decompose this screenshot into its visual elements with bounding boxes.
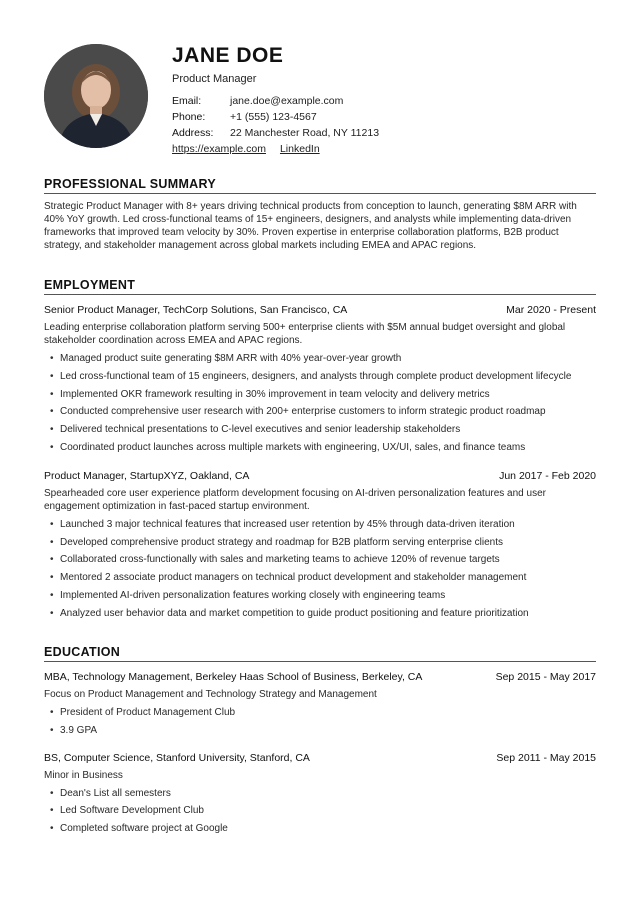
list-item: • Developed comprehensive product strategy and roadmap for B2B platform serving enterprise clients <box>44 534 596 552</box>
list-item: • Analyzed user behavior data and market competition to guide product positioning and feature prioritization <box>44 605 596 623</box>
list-item: • Launched 3 major technical features that increased user retention by 45% through data-driven iteration <box>44 516 596 534</box>
contact-info <box>172 93 592 141</box>
job-dates: Jun 2017 - Feb 2020 <box>499 469 596 482</box>
list-item: • Implemented AI-driven personalization features working closely with engineering teams <box>44 587 596 605</box>
list-item: • Led cross-functional team of 15 engineers, designers, and analysts through complete product development lifecycle <box>44 368 596 386</box>
education-entry <box>44 752 596 838</box>
list-item: • President of Product Management Club <box>44 704 596 722</box>
job-description: Spearheaded core user experience platform development focusing on AI-driven personalization features and user engagement optimization in fast-paced startup environment. <box>44 487 546 512</box>
job-bullets <box>44 350 596 457</box>
contact-address: 22 Manchester Road, NY 11213 <box>230 127 380 139</box>
section-heading: EDUCATION <box>44 645 596 662</box>
person-portrait-icon <box>44 44 148 148</box>
education-description: Minor in Business <box>44 769 123 781</box>
education-entry <box>44 671 596 740</box>
job-header <box>44 470 596 483</box>
education-description: Focus on Product Management and Technology Strategy and Management <box>44 689 377 700</box>
education-dates: Sep 2015 - May 2017 <box>495 671 596 683</box>
list-item: • Collaborated cross-functionally with sales and marketing teams to achieve 120% of revenue targets <box>44 551 596 569</box>
candidate-name: JANE DOE <box>172 44 284 67</box>
resume-header <box>172 44 592 155</box>
job-description: Leading enterprise collaboration platform serving 500+ enterprise clients with $5M annual budget oversight and global stakeholder coordination across EMEA and APAC regions. <box>44 322 566 346</box>
summary-section <box>44 177 596 252</box>
job-entry <box>44 470 596 623</box>
contact-label: Phone: <box>172 111 206 123</box>
section-heading: EMPLOYMENT <box>44 278 596 295</box>
contact-email-row <box>172 93 592 109</box>
job-role: Product Manager, StartupXYZ, Oakland, CA <box>44 469 250 482</box>
list-item: • Managed product suite generating $8M ARR with 40% year-over-year growth <box>44 350 596 368</box>
list-item: • Dean's List all semesters <box>44 785 596 803</box>
contact-phone: +1 (555) 123-4567 <box>230 111 317 123</box>
list-item: • Mentored 2 associate product managers on technical product development and stakeholder management <box>44 569 596 587</box>
website-link[interactable]: https://example.com <box>172 143 266 155</box>
job-role: Senior Product Manager, TechCorp Solutions, San Francisco, CA <box>44 304 348 316</box>
contact-phone-row <box>172 109 592 125</box>
job-bullets <box>44 516 596 623</box>
list-item: • 3.9 GPA <box>44 722 596 740</box>
list-item: • Delivered technical presentations to C-level executives and senior leadership stakeholders <box>44 421 596 439</box>
education-section <box>44 645 596 838</box>
degree: MBA, Technology Management, Berkeley Haas School of Business, Berkeley, CA <box>44 671 423 683</box>
candidate-title: Product Manager <box>172 73 257 85</box>
list-item: • Conducted comprehensive user research with 200+ enterprise customers to inform strategic product roadmap <box>44 403 596 421</box>
contact-label: Address: <box>172 127 214 139</box>
profile-photo <box>44 44 148 148</box>
contact-address-row <box>172 125 592 141</box>
job-header <box>44 304 596 317</box>
list-item: • Implemented OKR framework resulting in 30% improvement in team velocity and delivery metrics <box>44 386 596 404</box>
education-bullets <box>44 785 596 838</box>
list-item: • Led Software Development Club <box>44 802 596 820</box>
education-header <box>44 752 596 765</box>
section-heading: PROFESSIONAL SUMMARY <box>44 177 596 194</box>
job-entry <box>44 304 596 457</box>
summary-text: Strategic Product Manager with 8+ years driving technical products from conception to launch, generating $8M ARR with 40% YoY growth. Led cross-functional teams of 15+ engineers, designers, and analysts while implementing data-driven frameworks that improved team velocity by 30%. Proven expertise in enterprise collaboration platforms, B2B product strategy, and stakeholder management across global markets including EMEA and APAC regions. <box>44 201 577 251</box>
job-dates: Mar 2020 - Present <box>506 304 596 316</box>
list-item: • Completed software project at Google <box>44 820 596 838</box>
education-dates: Sep 2011 - May 2015 <box>496 751 596 764</box>
degree: BS, Computer Science, Stanford University, Stanford, CA <box>44 751 310 764</box>
linkedin-link[interactable]: LinkedIn <box>279 143 320 155</box>
education-bullets <box>44 704 596 740</box>
profile-links <box>172 143 592 155</box>
employment-section <box>44 278 596 623</box>
contact-email: jane.doe@example.com <box>230 95 344 107</box>
contact-label: Email: <box>172 95 202 107</box>
list-item: • Coordinated product launches across multiple markets with engineering, UX/UI, sales, and finance teams <box>44 439 596 457</box>
education-header <box>44 671 596 684</box>
